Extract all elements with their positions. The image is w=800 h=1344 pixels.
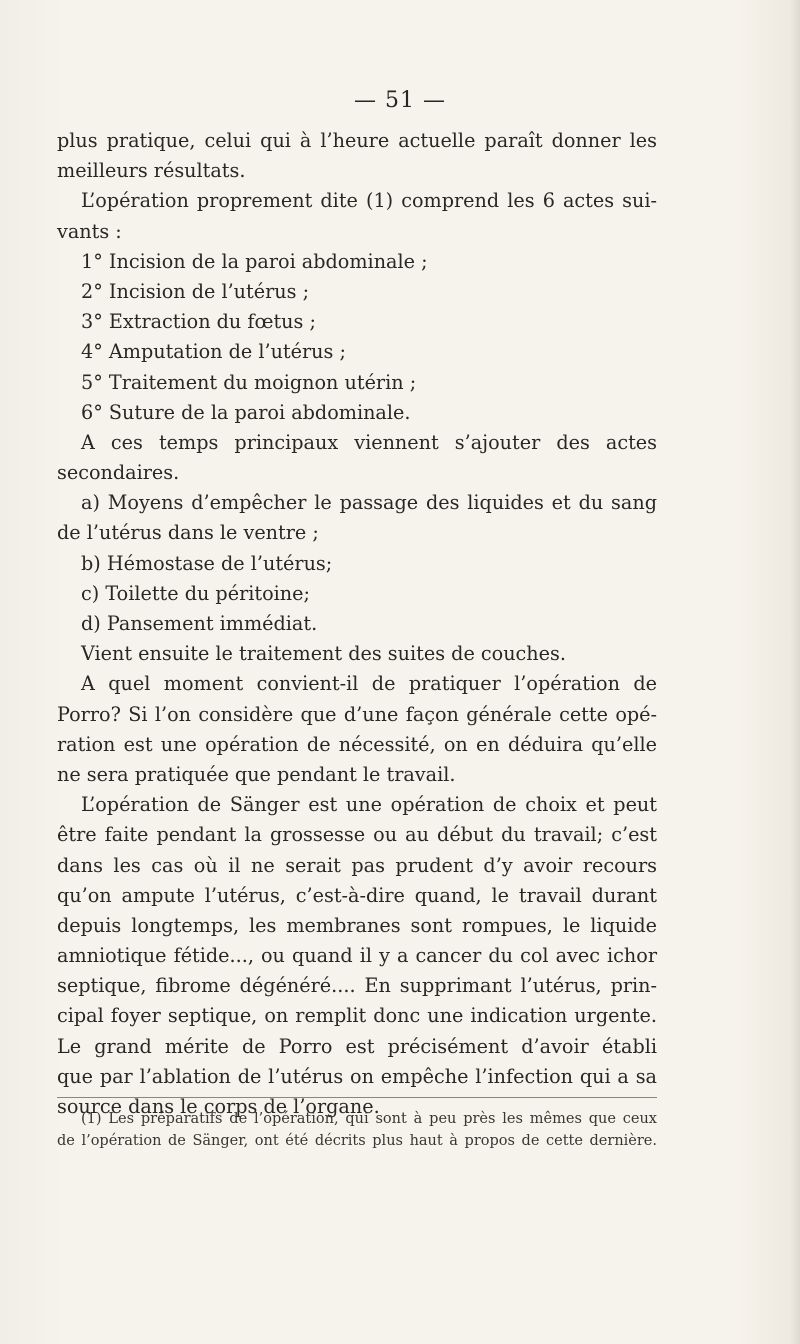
text-line: depuis longtemps, les membranes sont rompues, le liquide <box>57 913 657 937</box>
text-line: être faite pendant la grossesse ou au début du travail; c’est <box>57 823 657 847</box>
text-line: ne sera pratiquée que pendant le travail. <box>57 762 456 786</box>
list-item: 3° Extraction du fœtus ; <box>81 310 316 334</box>
list-item: a) Moyens d’empêcher le passage des liquides et du sang <box>81 491 657 515</box>
text-line: Vient ensuite le traitement des suites de couches. <box>81 642 566 666</box>
text-line: dans les cas où il ne serait pas prudent d’y avoir recours <box>57 853 657 877</box>
text-line: qu’on ampute l’utérus, c’est-à-dire quand, le travail durant <box>57 883 657 907</box>
footnote-rule <box>57 1097 657 1098</box>
text-line: vants : <box>57 219 122 243</box>
text-line: ration est une opération de nécessité, on en déduira qu’elle <box>57 732 657 756</box>
text-line: A ces temps principaux viennent s’ajouter des actes <box>81 430 657 454</box>
text-line: cipal foyer septique, on remplit donc une indication urgente. <box>57 1004 657 1028</box>
list-item: 4° Amputation de l’utérus ; <box>81 340 346 364</box>
footnote <box>57 1108 657 1152</box>
page-edge <box>790 0 800 1344</box>
body-text <box>57 126 657 1122</box>
list-item: c) Toilette du péritoine; <box>81 581 310 605</box>
text-line: de l’utérus dans le ventre ; <box>57 521 319 545</box>
list-item: b) Hémostase de l’utérus; <box>81 551 333 575</box>
text-line: Porro? Si l’on considère que d’une façon générale cette opé- <box>57 702 657 726</box>
text-line: plus pratique, celui qui à l’heure actuelle paraît donner les <box>57 129 657 152</box>
footnote-line: (1) Les préparatifs de l’opération, qui sont à peu près les mêmes que ceux <box>81 1111 657 1127</box>
text-line: amniotique fétide..., ou quand il y a cancer du col avec ichor <box>57 944 657 968</box>
footnote-line: de l’opération de Sänger, ont été décrits plus haut à propos de cette dernière. <box>57 1133 657 1149</box>
list-item: d) Pansement immédiat. <box>81 612 318 635</box>
list-item: 5° Traitement du moignon utérin ; <box>81 370 417 394</box>
list-item: 2° Incision de l’utérus ; <box>81 279 310 303</box>
text-line: meilleurs résultats. <box>57 159 246 183</box>
text-line: source dans le corps de l’organe. <box>57 1095 380 1118</box>
text-line: que par l’ablation de l’utérus on empêche l’infection qui a sa <box>57 1064 657 1088</box>
list-item: 6° Suture de la paroi abdominale. <box>81 400 411 424</box>
text-line: A quel moment convient-il de pratiquer l’opération de <box>81 672 657 696</box>
text-line: L’opération de Sänger est une opération de choix et peut <box>81 793 657 817</box>
text-line: secondaires. <box>57 461 180 485</box>
list-item: 1° Incision de la paroi abdominale ; <box>81 249 428 273</box>
text-line: L’opération proprement dite (1) comprend les 6 actes sui- <box>81 189 657 213</box>
text-line: Le grand mérite de Porro est précisément d’avoir établi <box>57 1034 657 1058</box>
text-line: septique, fibrome dégénéré.... En supprimant l’utérus, prin- <box>57 974 657 998</box>
page-number: — 51 — <box>354 88 446 113</box>
